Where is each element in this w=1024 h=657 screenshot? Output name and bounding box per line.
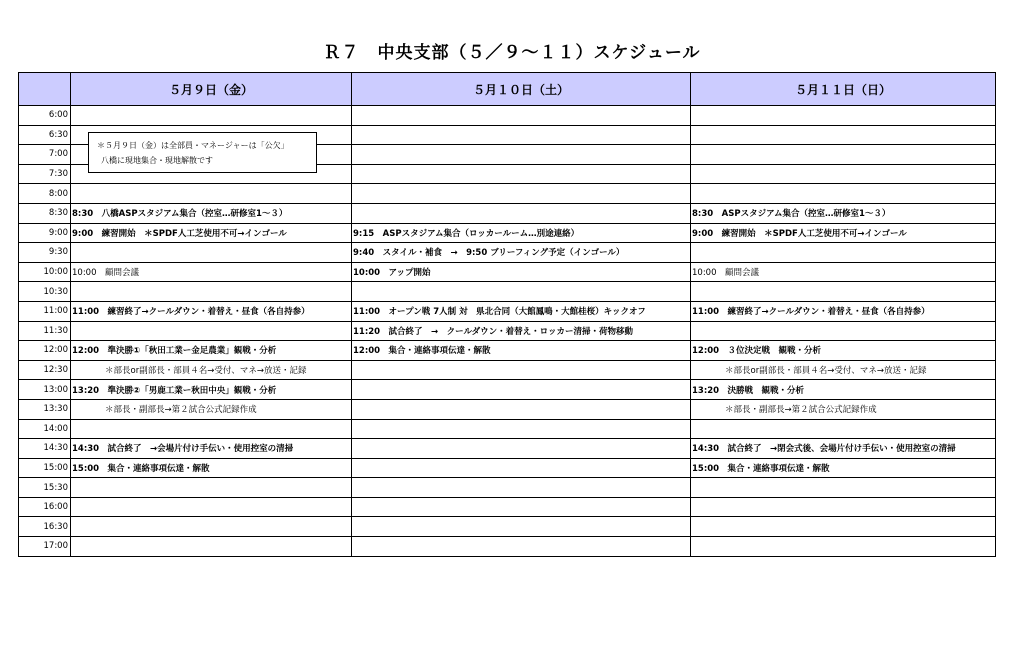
time-row: [19, 439, 996, 459]
time-row: [19, 341, 996, 361]
schedule-cell-day-1: [71, 106, 352, 126]
schedule-cell-day-3: [691, 164, 996, 184]
schedule-cell-day-2: [352, 184, 691, 204]
schedule-cell-day-1: [71, 321, 352, 341]
schedule-cell-day-2: 11:20 試合終了 → クールダウン・着替え・ロッカー清掃・荷物移動: [352, 321, 691, 341]
schedule-cell-day-2: 12:00 集合・連絡事項伝達・解散: [352, 341, 691, 361]
time-row: [19, 497, 996, 517]
schedule-cell-day-3: 14:30 試合終了 →閉会式後、会場片付け手伝い・使用控室の清掃: [691, 439, 996, 459]
time-label: 15:30: [19, 478, 71, 498]
schedule-cell-day-1: ＊部長or副部長・部員４名→受付、マネ→放送・記録: [71, 360, 352, 380]
schedule-cell-day-3: 9:00 練習開始 ＊SPDF人工芝使用不可→インゴール: [691, 223, 996, 243]
schedule-cell-day-3: 15:00 集合・連絡事項伝達・解散: [691, 458, 996, 478]
time-label: 13:30: [19, 399, 71, 419]
schedule-cell-day-1: [71, 537, 352, 557]
time-row: [19, 517, 996, 537]
schedule-cell-day-3: 11:00 練習終了→クールダウン・着替え・昼食（各自持参）: [691, 301, 996, 321]
schedule-cell-day-3: [691, 106, 996, 126]
time-row: [19, 223, 996, 243]
time-label: 15:00: [19, 458, 71, 478]
schedule-cell-day-1: [71, 517, 352, 537]
time-label: 6:00: [19, 106, 71, 126]
schedule-cell-day-3: ＊部長or副部長・部員４名→受付、マネ→放送・記録: [691, 360, 996, 380]
schedule-cell-day-1: [71, 478, 352, 498]
time-label: 10:00: [19, 262, 71, 282]
schedule-cell-day-3: [691, 478, 996, 498]
time-label: 13:00: [19, 380, 71, 400]
schedule-cell-day-1: ＊部長・副部長→第２試合公式記録作成: [71, 399, 352, 419]
time-row: [19, 203, 996, 223]
schedule-cell-day-1: 13:20 準決勝②「男鹿工業ー秋田中央」観戦・分析: [71, 380, 352, 400]
schedule-cell-day-3: [691, 125, 996, 145]
schedule-cell-day-2: 9:40 スタイル・補食 → 9:50 ブリーフィング予定（インゴール）: [352, 243, 691, 263]
time-label: 7:00: [19, 145, 71, 165]
schedule-cell-day-3: 8:30 ASPスタジアム集合（控室…研修室1～３）: [691, 203, 996, 223]
schedule-cell-day-2: [352, 360, 691, 380]
notice-box: [88, 132, 317, 173]
time-label: 14:30: [19, 439, 71, 459]
schedule-cell-day-3: [691, 321, 996, 341]
schedule-cell-day-2: [352, 478, 691, 498]
schedule-cell-day-2: 9:15 ASPスタジアム集合（ロッカールーム…別途連絡）: [352, 223, 691, 243]
schedule-cell-day-2: [352, 282, 691, 302]
schedule-cell-day-2: [352, 125, 691, 145]
schedule-cell-day-2: [352, 517, 691, 537]
schedule-cell-day-3: [691, 282, 996, 302]
time-label: 11:30: [19, 321, 71, 341]
time-row: [19, 419, 996, 439]
time-label: 11:00: [19, 301, 71, 321]
time-row: [19, 380, 996, 400]
header-row: [19, 73, 996, 106]
time-row: [19, 301, 996, 321]
schedule-cell-day-3: 12:00 ３位決定戦 観戦・分析: [691, 341, 996, 361]
schedule-cell-day-2: [352, 145, 691, 165]
time-label: 7:30: [19, 164, 71, 184]
time-row: [19, 184, 996, 204]
schedule-cell-day-1: [71, 282, 352, 302]
time-row: [19, 399, 996, 419]
time-label: 16:00: [19, 497, 71, 517]
schedule-cell-day-2: 11:00 オープン戦 7人制 対 県北合同（大館鳳鳴・大館桂桜）キックオフ: [352, 301, 691, 321]
schedule-cell-day-2: [352, 419, 691, 439]
schedule-cell-day-1: [71, 243, 352, 263]
schedule-cell-day-1: 15:00 集合・連絡事項伝達・解散: [71, 458, 352, 478]
schedule-cell-day-1: [71, 497, 352, 517]
schedule-cell-day-1: 9:00 練習開始 ＊SPDF人工芝使用不可→インゴール: [71, 223, 352, 243]
day-header-3: ５月１１日（日）: [691, 73, 996, 106]
schedule-cell-day-1: 10:00 顧問会議: [71, 262, 352, 282]
schedule-cell-day-2: [352, 380, 691, 400]
time-header-cell: [19, 73, 71, 106]
schedule-cell-day-3: [691, 517, 996, 537]
time-label: 8:00: [19, 184, 71, 204]
notice-line-2: 八橋に現地集合・現地解散です: [101, 156, 213, 165]
time-label: 17:00: [19, 537, 71, 557]
schedule-cell-day-2: 10:00 アップ開始: [352, 262, 691, 282]
schedule-cell-day-3: 10:00 顧問会議: [691, 262, 996, 282]
schedule-cell-day-2: [352, 106, 691, 126]
time-row: [19, 243, 996, 263]
schedule-cell-day-3: [691, 243, 996, 263]
page-title: Ｒ７ 中央支部（５／９～１１）スケジュール: [323, 43, 701, 63]
time-label: 12:30: [19, 360, 71, 380]
day-header-2: ５月１０日（土）: [352, 73, 691, 106]
notice-line-1: ＊５月９日（金）は全部員・マネージャーは「公欠」: [97, 141, 289, 150]
time-row: [19, 458, 996, 478]
schedule-cell-day-3: [691, 497, 996, 517]
schedule-cell-day-2: [352, 458, 691, 478]
schedule-cell-day-1: [71, 184, 352, 204]
schedule-cell-day-2: [352, 497, 691, 517]
time-row: [19, 478, 996, 498]
time-label: 9:00: [19, 223, 71, 243]
schedule-cell-day-3: ＊部長・副部長→第２試合公式記録作成: [691, 399, 996, 419]
schedule-cell-day-2: [352, 164, 691, 184]
time-row: [19, 282, 996, 302]
schedule-cell-day-3: 13:20 決勝戦 観戦・分析: [691, 380, 996, 400]
schedule-cell-day-2: [352, 537, 691, 557]
time-label: 9:30: [19, 243, 71, 263]
time-label: 14:00: [19, 419, 71, 439]
time-label: 8:30: [19, 203, 71, 223]
schedule-cell-day-3: [691, 145, 996, 165]
time-row: [19, 321, 996, 341]
schedule-cell-day-1: [71, 419, 352, 439]
day-header-1: ５月９日（金）: [71, 73, 352, 106]
time-label: 10:30: [19, 282, 71, 302]
schedule-cell-day-2: [352, 399, 691, 419]
time-row: [19, 537, 996, 557]
time-row: [19, 360, 996, 380]
schedule-cell-day-1: 12:00 準決勝①「秋田工業ー金足農業」観戦・分析: [71, 341, 352, 361]
schedule-cell-day-1: 11:00 練習終了→クールダウン・着替え・昼食（各自持参）: [71, 301, 352, 321]
time-row: [19, 106, 996, 126]
schedule-cell-day-3: [691, 184, 996, 204]
time-label: 16:30: [19, 517, 71, 537]
time-row: [19, 262, 996, 282]
schedule-cell-day-3: [691, 419, 996, 439]
time-label: 6:30: [19, 125, 71, 145]
schedule-cell-day-3: [691, 537, 996, 557]
schedule-cell-day-1: 8:30 八橋ASPスタジアム集合（控室…研修室1～３）: [71, 203, 352, 223]
schedule-cell-day-2: [352, 203, 691, 223]
time-label: 12:00: [19, 341, 71, 361]
schedule-cell-day-1: 14:30 試合終了 →会場片付け手伝い・使用控室の清掃: [71, 439, 352, 459]
schedule-cell-day-2: [352, 439, 691, 459]
